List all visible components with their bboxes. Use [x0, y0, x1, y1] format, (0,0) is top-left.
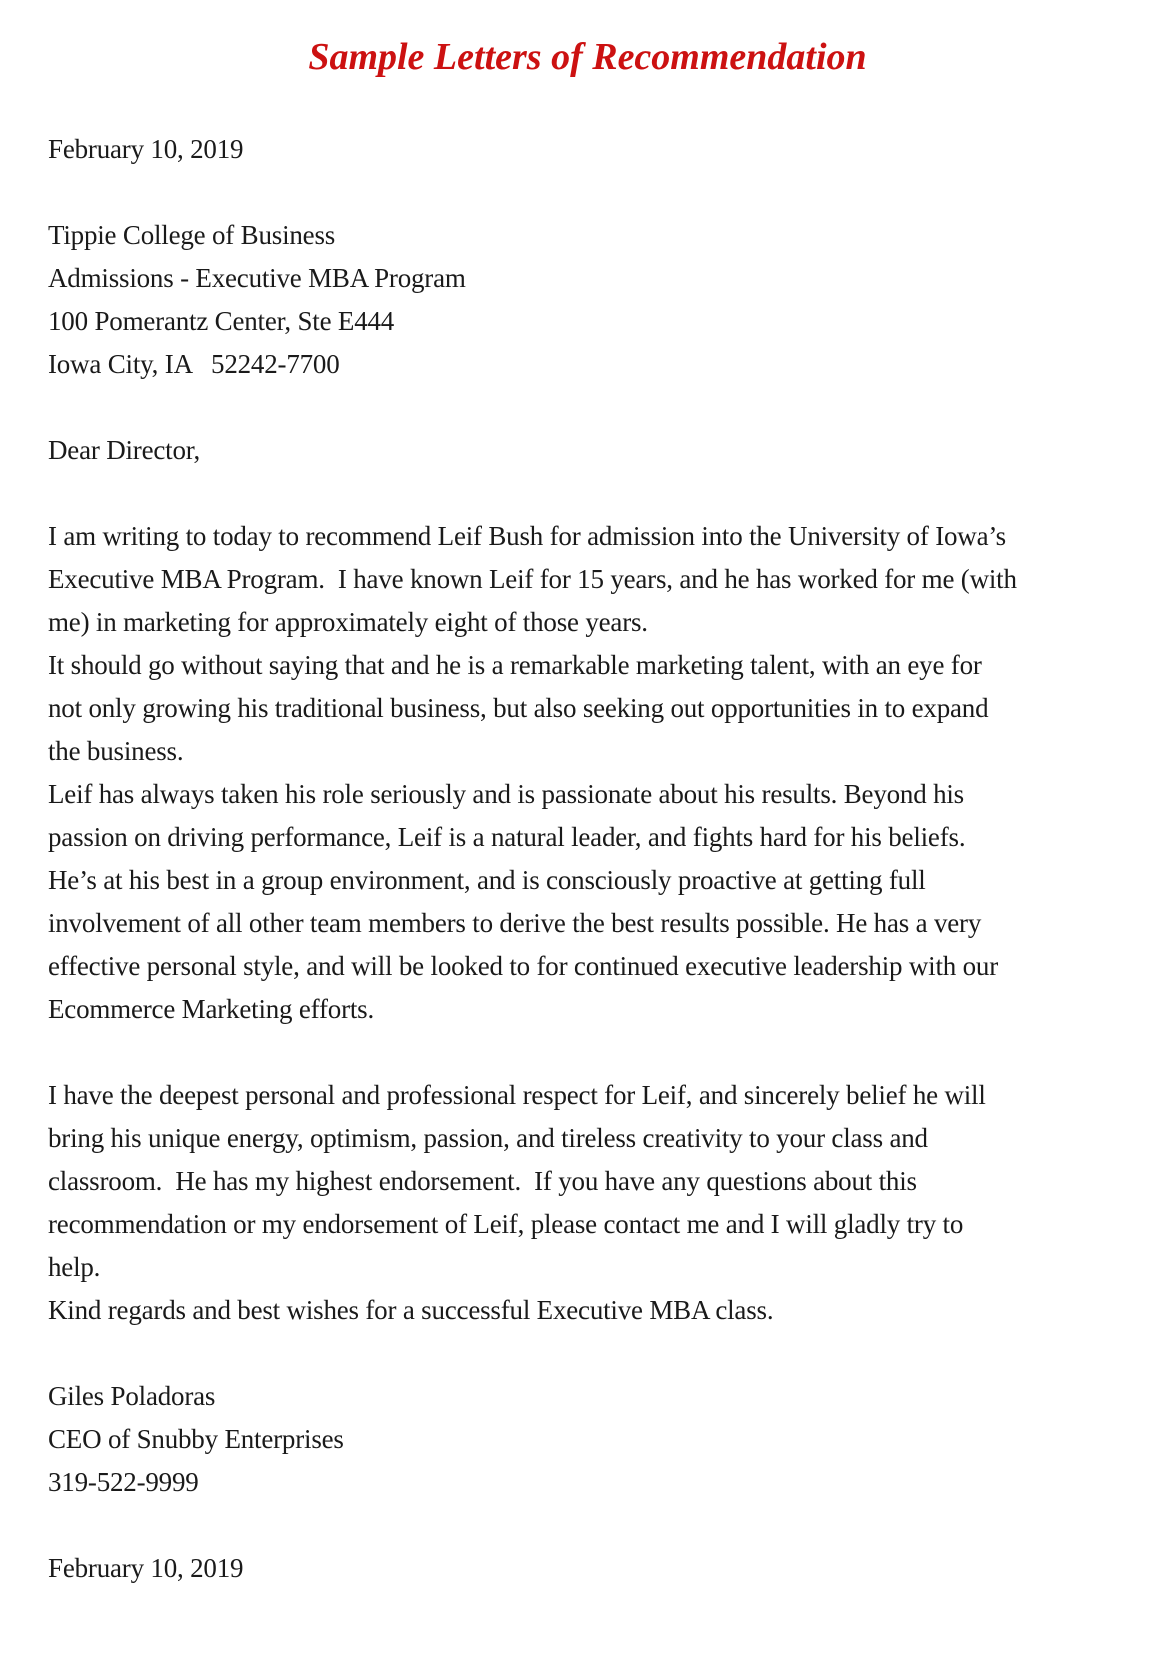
recipient-line: 100 Pomerantz Center, Ste E444: [48, 306, 395, 336]
body-line: I am writing to today to recommend Leif Bush for admission into the University of Iowa’s: [48, 521, 1006, 551]
paragraph-2: [48, 644, 1138, 773]
body-line: Leif has always taken his role seriously and is passionate about his results. Beyond his: [48, 779, 964, 809]
body-line: recommendation or my endorsement of Leif, please contact me and I will gladly try to: [48, 1209, 964, 1239]
body-line: I have the deepest personal and professional respect for Leif, and sincerely belief he will: [48, 1080, 986, 1110]
salutation: Dear Director,: [48, 435, 201, 465]
body-line: help.: [48, 1252, 101, 1282]
signature-role: CEO of Snubby Enterprises: [48, 1424, 344, 1454]
page-title: Sample Letters of Recommendation: [308, 36, 867, 78]
body-line: the business.: [48, 736, 184, 766]
body-line: passion on driving performance, Leif is a natural leader, and fights hard for his beliefs.: [48, 822, 966, 852]
body-line: involvement of all other team members to derive the best results possible. He has a very: [48, 908, 982, 938]
recipient-line: Admissions - Executive MBA Program: [48, 263, 466, 293]
body-line: classroom. He has my highest endorsement. If you have any questions about this: [48, 1166, 917, 1196]
body-line: effective personal style, and will be looked to for continued executive leadership with our: [48, 951, 998, 981]
recipient-line: Iowa City, IA 52242-7700: [48, 349, 340, 379]
body-line: not only growing his traditional business, but also seeking out opportunities in to expand: [48, 693, 989, 723]
body-line: Ecommerce Marketing efforts.: [48, 994, 375, 1024]
letter-body: [48, 128, 1138, 1590]
signature-phone: 319-522-9999: [48, 1467, 199, 1497]
body-line: It should go without saying that and he is a remarkable marketing talent, with an eye for: [48, 650, 982, 680]
signature-name: Giles Poladoras: [48, 1381, 216, 1411]
body-line: Executive MBA Program. I have known Leif for 15 years, and he has worked for me (with: [48, 564, 1017, 594]
body-line: He’s at his best in a group environment, and is consciously proactive at getting full: [48, 865, 926, 895]
paragraph-4: [48, 1074, 1138, 1289]
date-bottom: February 10, 2019: [48, 1553, 244, 1583]
paragraph-3: [48, 773, 1138, 1031]
body-line: me) in marketing for approximately eight of those years.: [48, 607, 648, 637]
recipient-address: [48, 214, 1138, 386]
body-line: bring his unique energy, optimism, passion, and tireless creativity to your class and: [48, 1123, 928, 1153]
paragraph-1: [48, 515, 1138, 644]
closing: Kind regards and best wishes for a successful Executive MBA class.: [48, 1295, 774, 1325]
signature: [48, 1375, 1138, 1504]
date-top: February 10, 2019: [48, 134, 244, 164]
recipient-line: Tippie College of Business: [48, 220, 336, 250]
